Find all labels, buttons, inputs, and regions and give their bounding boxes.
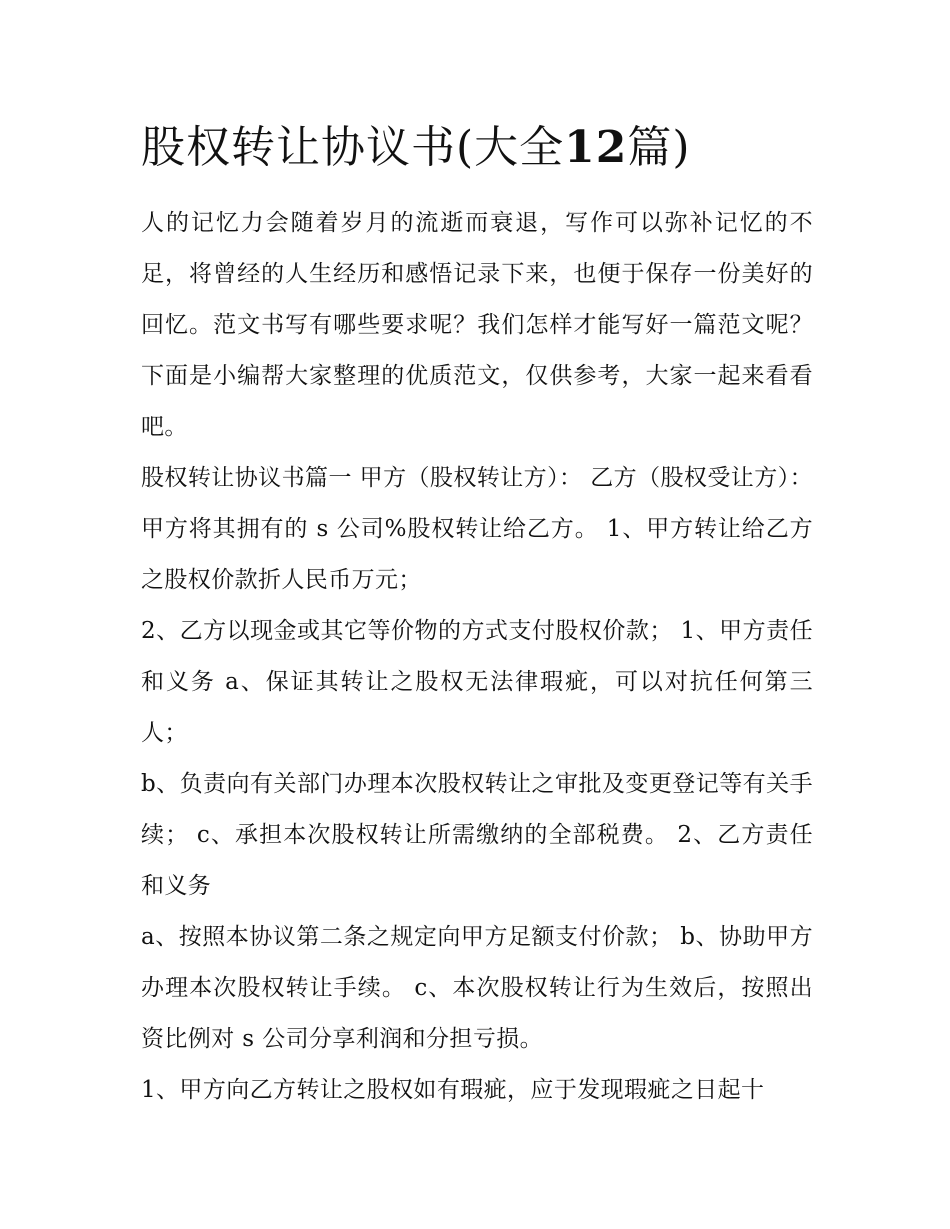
title-suffix: 篇) [627, 122, 691, 173]
document-page [141, 118, 813, 1116]
document-title [141, 118, 813, 178]
title-text: 股权转让协议书(大全 [141, 122, 565, 173]
body-paragraph: a、按照本协议第二条之规定向甲方足额支付价款； b、协助甲方办理本次股权转让手续。 c、本次股权转让行为生效后，按照出资比例对 s 公司分享利润和分担亏损。 [141, 924, 813, 1052]
body-paragraph: 股权转让协议书篇一 甲方（股权转让方）： 乙方（股权受让方）： 甲方将其拥有的 s 公司%股权转让给乙方。 1、甲方转让给乙方之股权价款折人民币万元； [141, 465, 813, 593]
body-paragraph: b、负责向有关部门办理本次股权转让之审批及变更登记等有关手续； c、承担本次股权转让所需缴纳的全部税费。 2、乙方责任和义务 [141, 771, 813, 899]
intro-paragraph: 人的记忆力会随着岁月的流逝而衰退，写作可以弥补记忆的不足，将曾经的人生经历和感悟记录下来，也便于保存一份美好的回忆。范文书写有哪些要求呢？我们怎样才能写好一篇范文呢？下面是小编帮大家整理的优质范文，仅供参考，大家一起来看看吧。 [141, 210, 813, 440]
title-number: 12 [564, 122, 628, 173]
body-paragraph: 1、甲方向乙方转让之股权如有瑕疵，应于发现瑕疵之日起十 [141, 1077, 765, 1103]
body-paragraph: 2、乙方以现金或其它等价物的方式支付股权价款； 1、甲方责任和义务 a、保证其转让之股权无法律瑕疵，可以对抗任何第三人； [141, 618, 813, 746]
